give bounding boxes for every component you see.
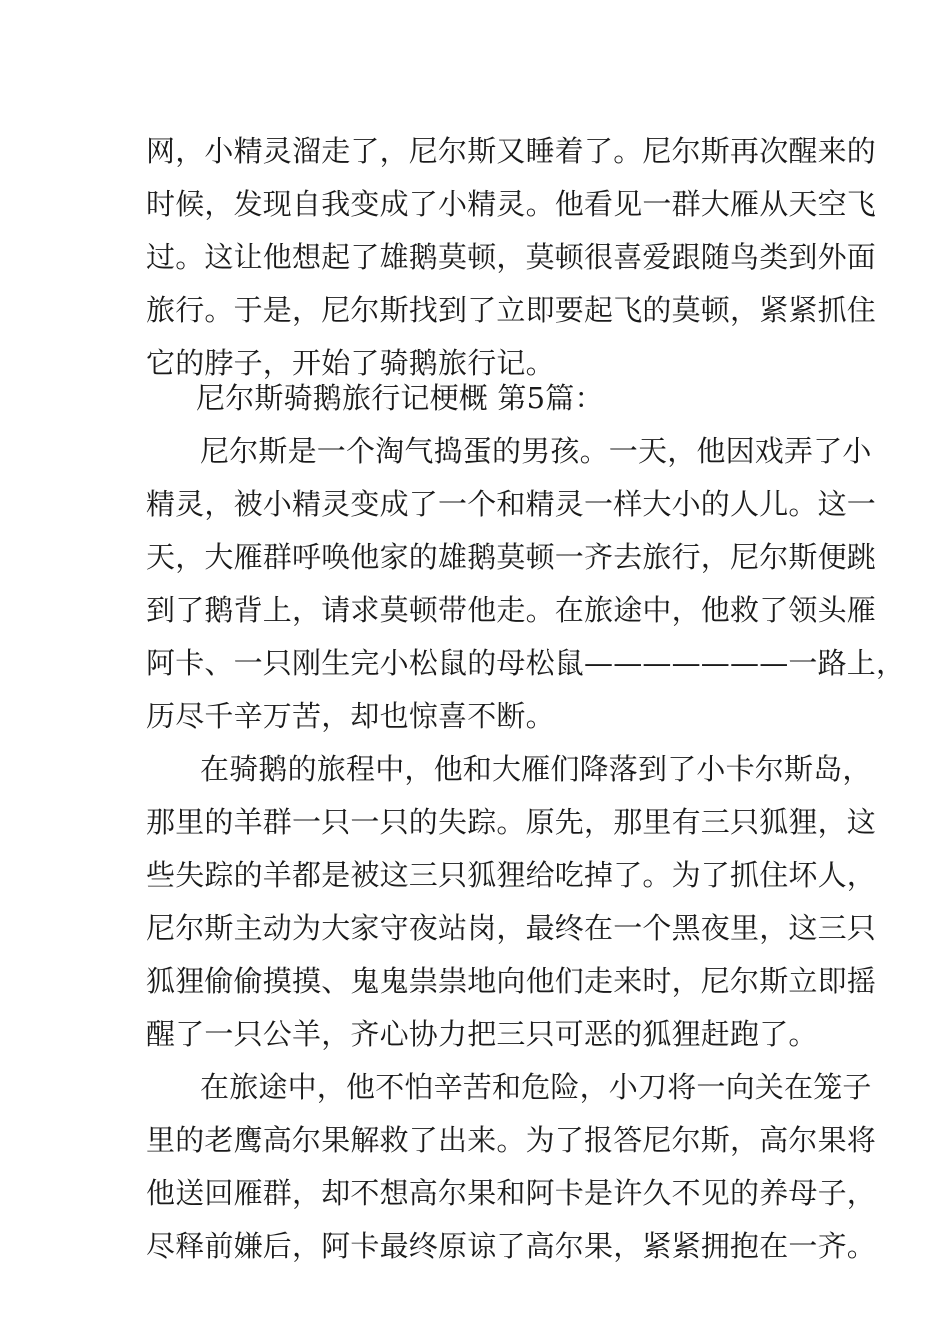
paragraph-1-line-1: 网，小精灵溜走了，尼尔斯又睡着了。尼尔斯再次醒来的 — [146, 134, 877, 168]
paragraph-2-line-2: 精灵，被小精灵变成了一个和精灵一样大小的人儿。这一 — [146, 487, 877, 521]
paragraph-1-line-4: 旅行。于是，尼尔斯找到了立即要起飞的莫顿，紧紧抓住 — [146, 293, 877, 327]
paragraph-2-line-5: 阿卡、一只刚生完小松鼠的母松鼠———————一路上， — [146, 646, 906, 680]
paragraph-4-line-2: 里的老鹰高尔果解救了出来。为了报答尼尔斯，高尔果将 — [146, 1123, 877, 1157]
paragraph-4-line-3: 他送回雁群，却不想高尔果和阿卡是许久不见的养母子， — [146, 1176, 877, 1210]
paragraph-3-line-4: 尼尔斯主动为大家守夜站岗，最终在一个黑夜里，这三只 — [146, 911, 877, 945]
paragraph-1-line-5: 它的脖子，开始了骑鹅旅行记。 — [146, 346, 555, 380]
paragraph-3-line-1: 在骑鹅的旅程中，他和大雁们降落到了小卡尔斯岛， — [200, 752, 872, 786]
paragraph-2-line-4: 到了鹅背上，请求莫顿带他走。在旅途中，他救了领头雁 — [146, 593, 877, 627]
paragraph-2-line-6: 历尽千辛万苦，却也惊喜不断。 — [146, 699, 555, 733]
section-heading: 尼尔斯骑鹅旅行记梗概 第5篇： — [196, 381, 604, 415]
paragraph-3-line-6: 醒了一只公羊，齐心协力把三只可恶的狐狸赶跑了。 — [146, 1017, 818, 1051]
paragraph-3-line-2: 那里的羊群一只一只的失踪。原先，那里有三只狐狸，这 — [146, 805, 877, 839]
paragraph-4-line-4: 尽释前嫌后，阿卡最终原谅了高尔果，紧紧拥抱在一齐。 — [146, 1229, 877, 1263]
paragraph-4-line-1: 在旅途中，他不怕辛苦和危险，小刀将一向关在笼子 — [200, 1070, 872, 1104]
paragraph-3-line-5: 狐狸偷偷摸摸、鬼鬼祟祟地向他们走来时，尼尔斯立即摇 — [146, 964, 877, 998]
paragraph-2-line-3: 天，大雁群呼唤他家的雄鹅莫顿一齐去旅行，尼尔斯便跳 — [146, 540, 877, 574]
paragraph-3-line-3: 些失踪的羊都是被这三只狐狸给吃掉了。为了抓住坏人， — [146, 858, 877, 892]
paragraph-1-line-2: 时候，发现自我变成了小精灵。他看见一群大雁从天空飞 — [146, 187, 877, 221]
paragraph-2-line-1: 尼尔斯是一个淘气捣蛋的男孩。一天，他因戏弄了小 — [200, 434, 872, 468]
paragraph-1-line-3: 过。这让他想起了雄鹅莫顿，莫顿很喜爱跟随鸟类到外面 — [146, 240, 877, 274]
